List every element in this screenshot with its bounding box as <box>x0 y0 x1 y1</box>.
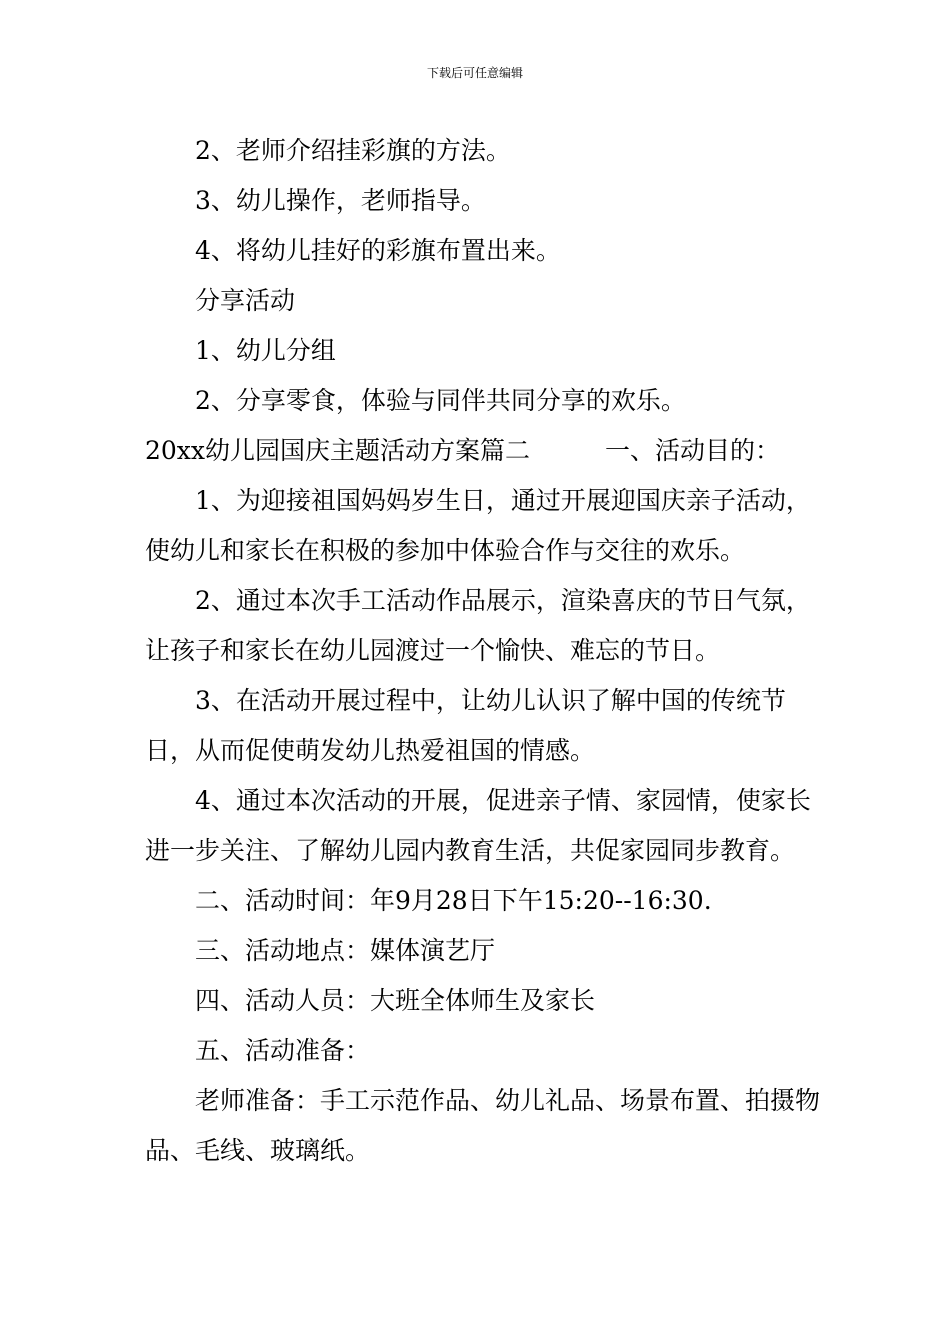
paragraph-preparation-heading: 五、活动准备： <box>195 1036 371 1065</box>
paragraph-goal-3: 3、在活动开展过程中，让幼儿认识了解中国的传统节日，从而促使萌发幼儿热爱祖国的情感。 <box>145 686 786 765</box>
paragraph-step-4: 4、将幼儿挂好的彩旗布置出来。 <box>195 236 561 265</box>
section-heading-share: 分享活动 <box>195 286 296 315</box>
paragraph-participants: 四、活动人员：大班全体师生及家长 <box>195 986 596 1015</box>
paragraph-teacher-preparation: 老师准备：手工示范作品、幼儿礼品、场景布置、拍摄物品、毛线、玻璃纸。 <box>145 1086 821 1165</box>
paragraph-goal-4: 4、通过本次活动的开展，促进亲子情、家园情，使家长进一步关注、了解幼儿园内教育生活，共促家园同步教育。 <box>145 786 811 865</box>
paragraph-goal-1: 1、为迎接祖国妈妈岁生日，通过开展迎国庆亲子活动，使幼儿和家长在积极的参加中体验合作与交往的欢乐。 <box>145 486 811 565</box>
paragraph-step-2: 2、老师介绍挂彩旗的方法。 <box>195 136 511 165</box>
paragraph-location: 三、活动地点：媒体演艺厅 <box>195 936 496 965</box>
paragraph-share-1: 1、幼儿分组 <box>195 336 336 365</box>
paragraph-step-3: 3、幼儿操作，老师指导。 <box>195 186 486 215</box>
paragraph-time: 二、活动时间：年9月28日下午15:20--16:30. <box>195 886 712 915</box>
plan-title-line: 20xx幼儿园国庆主题活动方案篇二 一、活动目的： <box>145 436 781 465</box>
paragraph-share-2: 2、分享零食，体验与同伴共同分享的欢乐。 <box>195 386 686 415</box>
document-body <box>145 126 825 1176</box>
page-header: 下载后可任意编辑 <box>426 66 523 80</box>
paragraph-goal-2: 2、通过本次手工活动作品展示，渲染喜庆的节日气氛，让孩子和家长在幼儿园渡过一个愉快、难忘的节日。 <box>145 586 811 665</box>
